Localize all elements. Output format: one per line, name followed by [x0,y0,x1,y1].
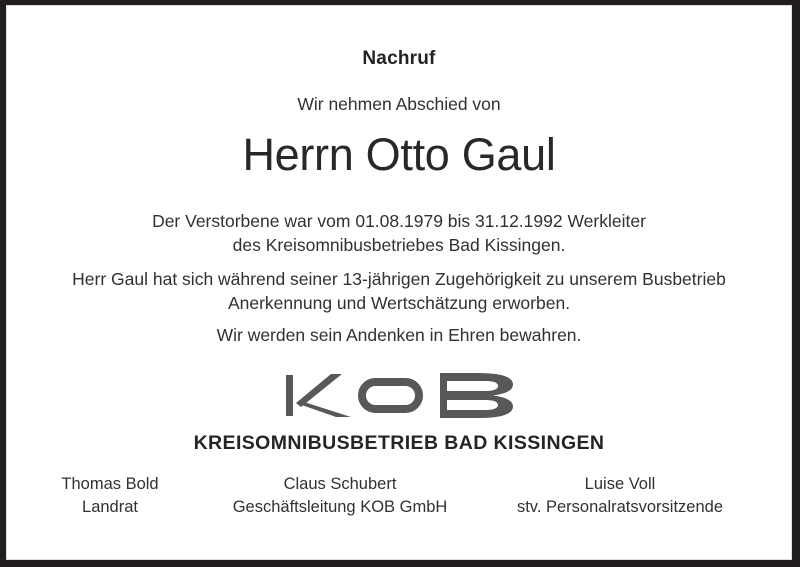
farewell-line: Wir nehmen Abschied von [297,94,501,114]
deceased-name: Herrn Otto Gaul [242,129,556,180]
paragraph-line: Der Verstorbene war vom 01.08.1979 bis 31.12.1992 Werkleiter [152,211,646,231]
paragraph-line: Wir werden sein Andenken in Ehren bewahren. [216,325,582,345]
kob-logo [6,373,792,418]
signatory-geschaeftsleitung [233,473,448,519]
signatory-role: stv. Personalratsvorsitzende [516,498,724,516]
kob-logo-icon [286,373,513,418]
signatory-role: Landrat [82,498,138,516]
signatory-name: Claus Schubert [283,475,397,493]
obituary-notice [6,5,792,560]
paragraph-line: Anerkennung und Wertschätzung erworben. [227,293,571,313]
signatory-landrat [61,473,158,519]
signatory-name: Thomas Bold [61,475,159,493]
paragraph-remembrance [6,323,792,347]
company-name: KREISOMNIBUSBETRIEB BAD KISSINGEN [193,432,605,454]
paragraph-line: des Kreisomnibusbetriebes Bad Kissingen. [232,235,566,255]
signature-row [6,473,792,519]
signatory-name: Luise Voll [584,475,656,493]
notice-title: Nachruf [362,48,436,69]
signatory-personalrat [517,473,723,519]
paragraph-appreciation [6,267,792,315]
signatory-role: Geschäftsleitung KOB GmbH [232,498,448,516]
paragraph-line: Herr Gaul hat sich während seiner 13-jährigen Zugehörigkeit zu unserem Busbetrieb [72,269,726,289]
paragraph-service-period [6,209,792,257]
